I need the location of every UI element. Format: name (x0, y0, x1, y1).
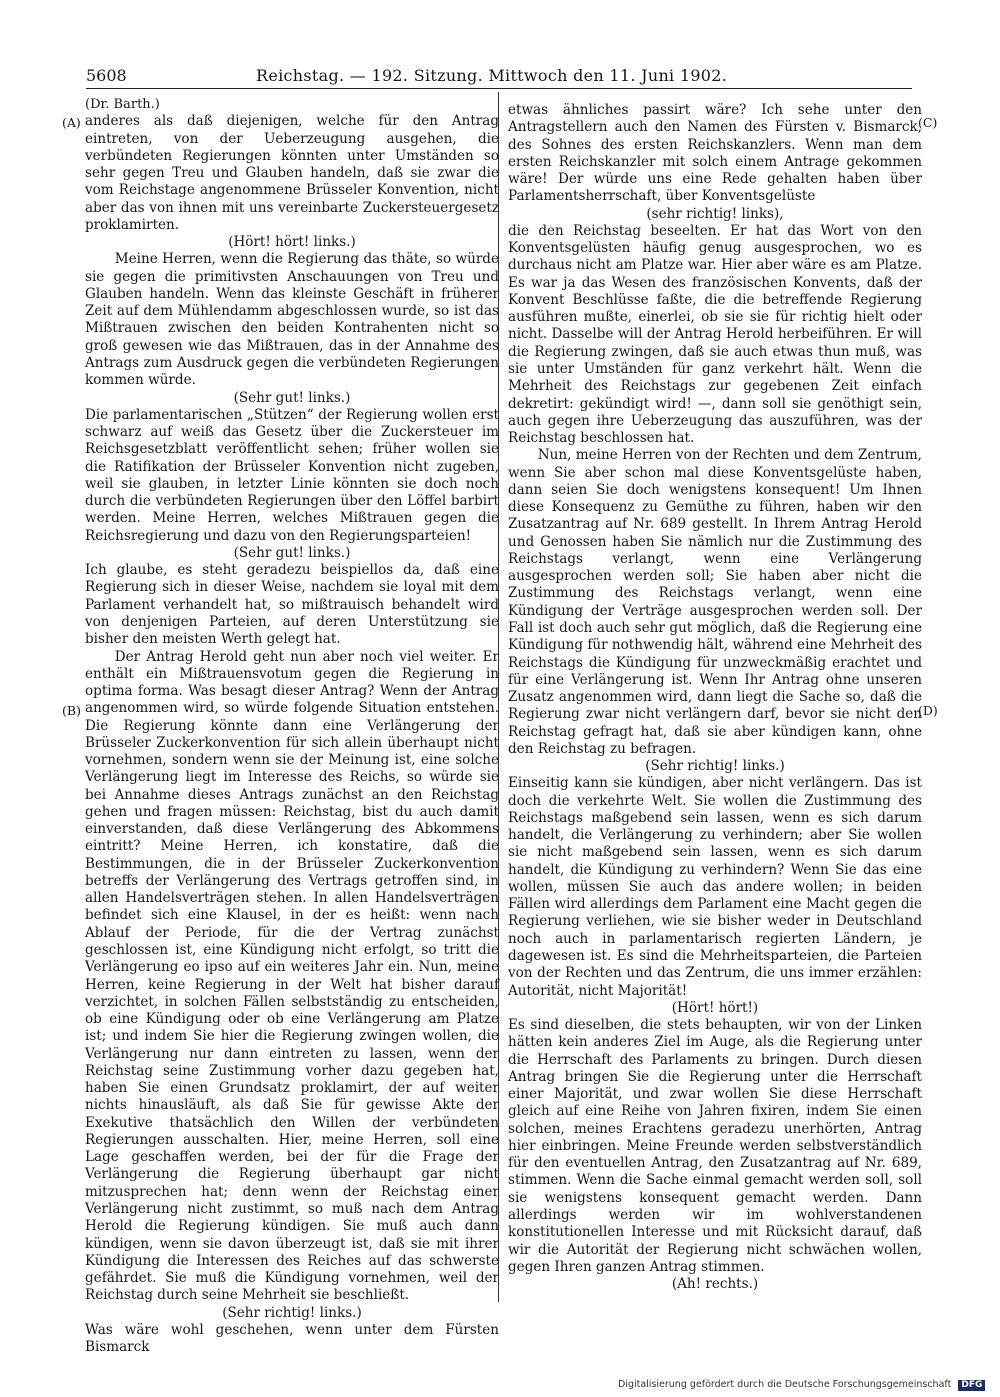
paragraph: Die parlamentarischen „Stützen“ der Regierung wollen erst schwarz auf weiß das Gesetz über die Zuckersteuer im Reichsgesetzblatt veröffentlicht sehen; früher wollen sie die Ratifikation der Brüsseler Konvention nicht zugeben, weil sie glauben, in letzter Linie könnten sie doch noch durch die verbündeten Regierungen über den Löffel barbirt werden. Meine Herren, welches Mißtrauen gegen die Reichsregierung und dazu von den Regierungsparteien! (85, 406, 499, 544)
paragraph: Ich glaube, es steht geradezu beispiellos da, daß eine Regierung sich in dieser Weise, nachdem sie loyal mit dem Parlament verhandelt hat, so mißtrauisch behandelt wird von denjenigen Parteien, auf deren Unterstützung sie bisher den meisten Werth gelegt hat. (85, 562, 499, 648)
footer-text: Digitalisierung gefördert durch die Deutsche Forschungsgemeinschaft (618, 1379, 952, 1390)
left-column (85, 96, 499, 1356)
paragraph: Es sind dieselben, die stets behaupten, wir von der Linken hätten kein anderes Ziel im Auge, als die Regierung unter die Herrschaft des Parlaments zu bringen. Durch diesen Antrag bringen Sie die Regierung unter die Herrschaft einer Majorität, und zwar wollen Sie diese Herrschaft gleich auf eine Reihe von Jahren fixiren, indem Sie einen solchen, meines Erachtens geradezu unerhörten, Antrag hier einbringen. Meine Freunde werden selbstverständlich für den eventuellen Antrag, den Zusatzantrag auf Nr. 689, stimmen. Wenn die Sache einmal gemacht werden soll, soll sie wenigstens konsequent gemacht werden. Dann allerdings werden wir im wohlverstandenen konstitutionellen Interesse und mit Rücksicht darauf, daß wir die Autorität der Regierung nicht schwächen wollen, gegen Ihren ganzen Antrag stimmen. (508, 1017, 922, 1275)
page-title: Reichstag. — 192. Sitzung. Mittwoch den 11. Juni 1902. (256, 66, 728, 85)
paragraph: anderes als daß diejenigen, welche für den Antrag eintreten, von der Ueberzeugung ausgehen, die verbündeten Regierungen könnten unter Umständen so sehr gegen Treu und Glauben handeln, daß sie zwar die vom Reichstage angenommene Brüsseler Konvention, nicht aber das von ihnen mit uns vereinbarte Zuckersteuergesetz proklamirten. (85, 113, 499, 233)
interjection: (Sehr gut! links.) (233, 544, 351, 561)
margin-label-a: (A) (62, 115, 81, 130)
interjection: (Ah! rechts.) (671, 1276, 759, 1293)
footer-credit (618, 1379, 985, 1391)
interjection: (sehr richtig! links), (646, 205, 784, 222)
paragraph: Nun, meine Herren von der Rechten und dem Zentrum, wenn Sie aber schon mal diese Konventsgelüste haben, dann seien Sie doch wenigstens konsequent! Um Ihnen diese Konsequenz zu Gemüthe zu führen, haben wir den Zusatzantrag auf Nr. 689 gestellt. In Ihrem Antrag Herold und Genossen haben Sie nämlich nur die Zustimmung des Reichstags verlangt, wenn eine Verlängerung ausgesprochen werden soll; Sie haben aber nicht die Zustimmung des Reichstags verlangt, wenn eine Kündigung der Verträge ausgesprochen werden soll. Der Fall ist doch auch sehr gut möglich, daß die Regierung eine Kündigung für nothwendig hält, während eine Mehrheit des Reichstags die Kündigung für unzweckmäßig erachtet und für eine Verlängerung ist. Wenn Ihr Antrag ohne unseren Zusatz angenommen wird, dann liegt die Sache so, daß die Regierung zwar nicht verlängern darf, bevor sie nicht den Reichstag gefragt hat, daß sie aber kündigen kann, ohne den Reichstag zu befragen. (508, 447, 923, 757)
paragraph: die den Reichstag beseelten. Er hat das Wort von den Konventsgelüsten häufig genug ausgesprochen, wo es durchaus nicht am Platze war. Hier aber wäre es am Platze. Es war ja das Wesen des französischen Konvents, daß der Konvent Beschlüsse faßte, die die betreffende Regierung ausführen mußte, einerlei, ob sie sie für richtig hielt oder nicht. Dasselbe will der Antrag Herold herbeiführen. Er will die Regierung zwingen, daß sie auch etwas thun muß, was sie unter Umständen für ganz verkehrt hält. Wenn die Mehrheit des Reichstags zur gegebenen Zeit einfach dekretirt: gekündigt wird! —, dann soll sie genöthigt sein, auch gegen ihre Ueberzeugung das auszuführen, was der Reichstag beschlossen hat. (508, 222, 922, 447)
margin-label-b: (B) (62, 703, 81, 718)
margin-label-d: (D) (918, 703, 938, 718)
paragraph: Der Antrag Herold geht nun aber noch viel weiter. Er enthält ein Mißtrauensvotum gegen die Regierung in optima forma. Was besagt dieser Antrag? Wenn der Antrag angenommen wird, so würde folgende Situation entstehen. Die Regierung könnte dann eine Verlängerung der Brüsseler Zuckerkonvention für sich allein überhaupt nicht vornehmen, sondern wenn sie der Meinung ist, eine solche Verlängerung liegt im Interesse des Reichs, so würde sie bei Annahme dieses Antrags zunächst an den Reichstag gehen und fragen müssen: Reichstag, bist du auch damit einverstanden, daß diese Verlängerung des Abkommens eintritt? Meine Herren, ich konstatire, daß die Bestimmungen, die in der Brüsseler Zuckerkonvention betreffs der Verlängerung des Vertrags getroffen sind, in allen Handelsverträgen stehen. In allen Handelsverträgen befindet sich eine Klausel, in der es heißt: wenn nach Ablauf der Periode, für die der Vertrag zunächst geschlossen ist, eine Kündigung nicht erfolgt, so tritt die Verlängerung eo ipso auf ein weiteres Jahr ein. Nun, meine Herren, keine Regierung in der Welt hat bisher darauf verzichtet, in solchen Fällen selbstständig zu entscheiden, ob eine Kündigung oder ob eine Verlängerung am Platze ist; und indem Sie hier die Regierung zwingen wollen, die Verlängerung nur dann eintreten zu lassen, wenn der Reichstag seine Zustimmung vorher dazu gegeben hat, haben Sie einen Grundsatz proklamirt, der auf weiter nichts hinausläuft, als daß Sie für gewisse Akte der Exekutive thatsächlich den Willen der verbündeten Regierungen ausschalten. Hier, meine Herren, soll eine Lage geschaffen werden, bei der für die Frage der Verlängerung die Regierung überhaupt gar nicht mitzusprechen hat; denn wenn der Reichstag einer Verlängerung nicht zustimmt, so muß nach dem Antrag Herold die Regierung kündigen. Sie muß auch dann kündigen, wenn sie davon überzeugt ist, daß sie mit ihrer Kündigung die Interessen des Reiches auf das schwerste gefährdet. Sie muß die Kündigung vornehmen, weil der Reichstag durch seine Mehrheit sie beschließt. (85, 648, 499, 1304)
paragraph: Einseitig kann sie kündigen, aber nicht verlängern. Das ist doch die verkehrte Welt. Sie wollen die Zustimmung des Reichstags maßgebend sein lassen, wenn es sich darum handelt, die Verlängerung zu verhindern; aber Sie wollen sie nicht maßgebend sein lassen, wenn es sich darum handelt, die Kündigung zu verhindern? Wenn Sie das eine wollen, müssen Sie auch das andere wollen; in beiden Fällen wird allerdings dem Parlament eine Macht gegen die Regierung verliehen, wie sie bisher weder in Deutschland noch auch in parlamentarisch regierten Ländern, je dagewesen ist. Es sind die Mehrheitsparteien, die Parteien von der Rechten und das Zentrum, die uns immer erzählen: Autorität, nicht Majorität! (508, 775, 922, 999)
paragraph: Was wäre wohl geschehen, wenn unter dem Fürsten Bismarck (85, 1321, 499, 1356)
margin-label-c: (C) (918, 115, 938, 130)
dfg-logo: DFG (958, 1380, 985, 1391)
interjection: (Hört! hört!) (671, 999, 759, 1016)
page-header (86, 66, 912, 90)
interjection: (Sehr richtig! links.) (222, 1304, 362, 1321)
interjection: (Sehr richtig! links.) (645, 758, 785, 775)
speaker-name: (Dr. Barth.) (85, 97, 160, 112)
paragraph: etwas ähnliches passirt wäre? Ich sehe unter den Antragstellern auch den Namen des Fürsten v. Bismarck, des Sohnes des ersten Reichskanzlers. Wenn man dem ersten Reichskanzler mit solch einem Antrage gekommen wäre! Der würde uns eine Rede gehalten haben über Parlamentsherrschaft, über Konventsgelüste (508, 102, 922, 205)
paragraph: Meine Herren, wenn die Regierung das thäte, so würde sie gegen die primitivsten Anschauungen von Treu und Glauben handeln. Wenn das kleinste Geschäft in früherer Zeit auf dem Mühlendamm abgeschlossen wurde, so ist das Mißtrauen zwischen den beiden Kontrahenten nicht so groß gewesen wie das Mißtrauen, das in der Annahme des Antrags zum Ausdruck gegen die verbündeten Regierungen kommen würde. (85, 251, 499, 389)
interjection: (Sehr gut! links.) (233, 389, 351, 406)
interjection: (Hört! hört! links.) (228, 234, 356, 251)
right-column (508, 102, 922, 1293)
header-rule (86, 88, 912, 89)
page-number: 5608 (86, 66, 127, 85)
